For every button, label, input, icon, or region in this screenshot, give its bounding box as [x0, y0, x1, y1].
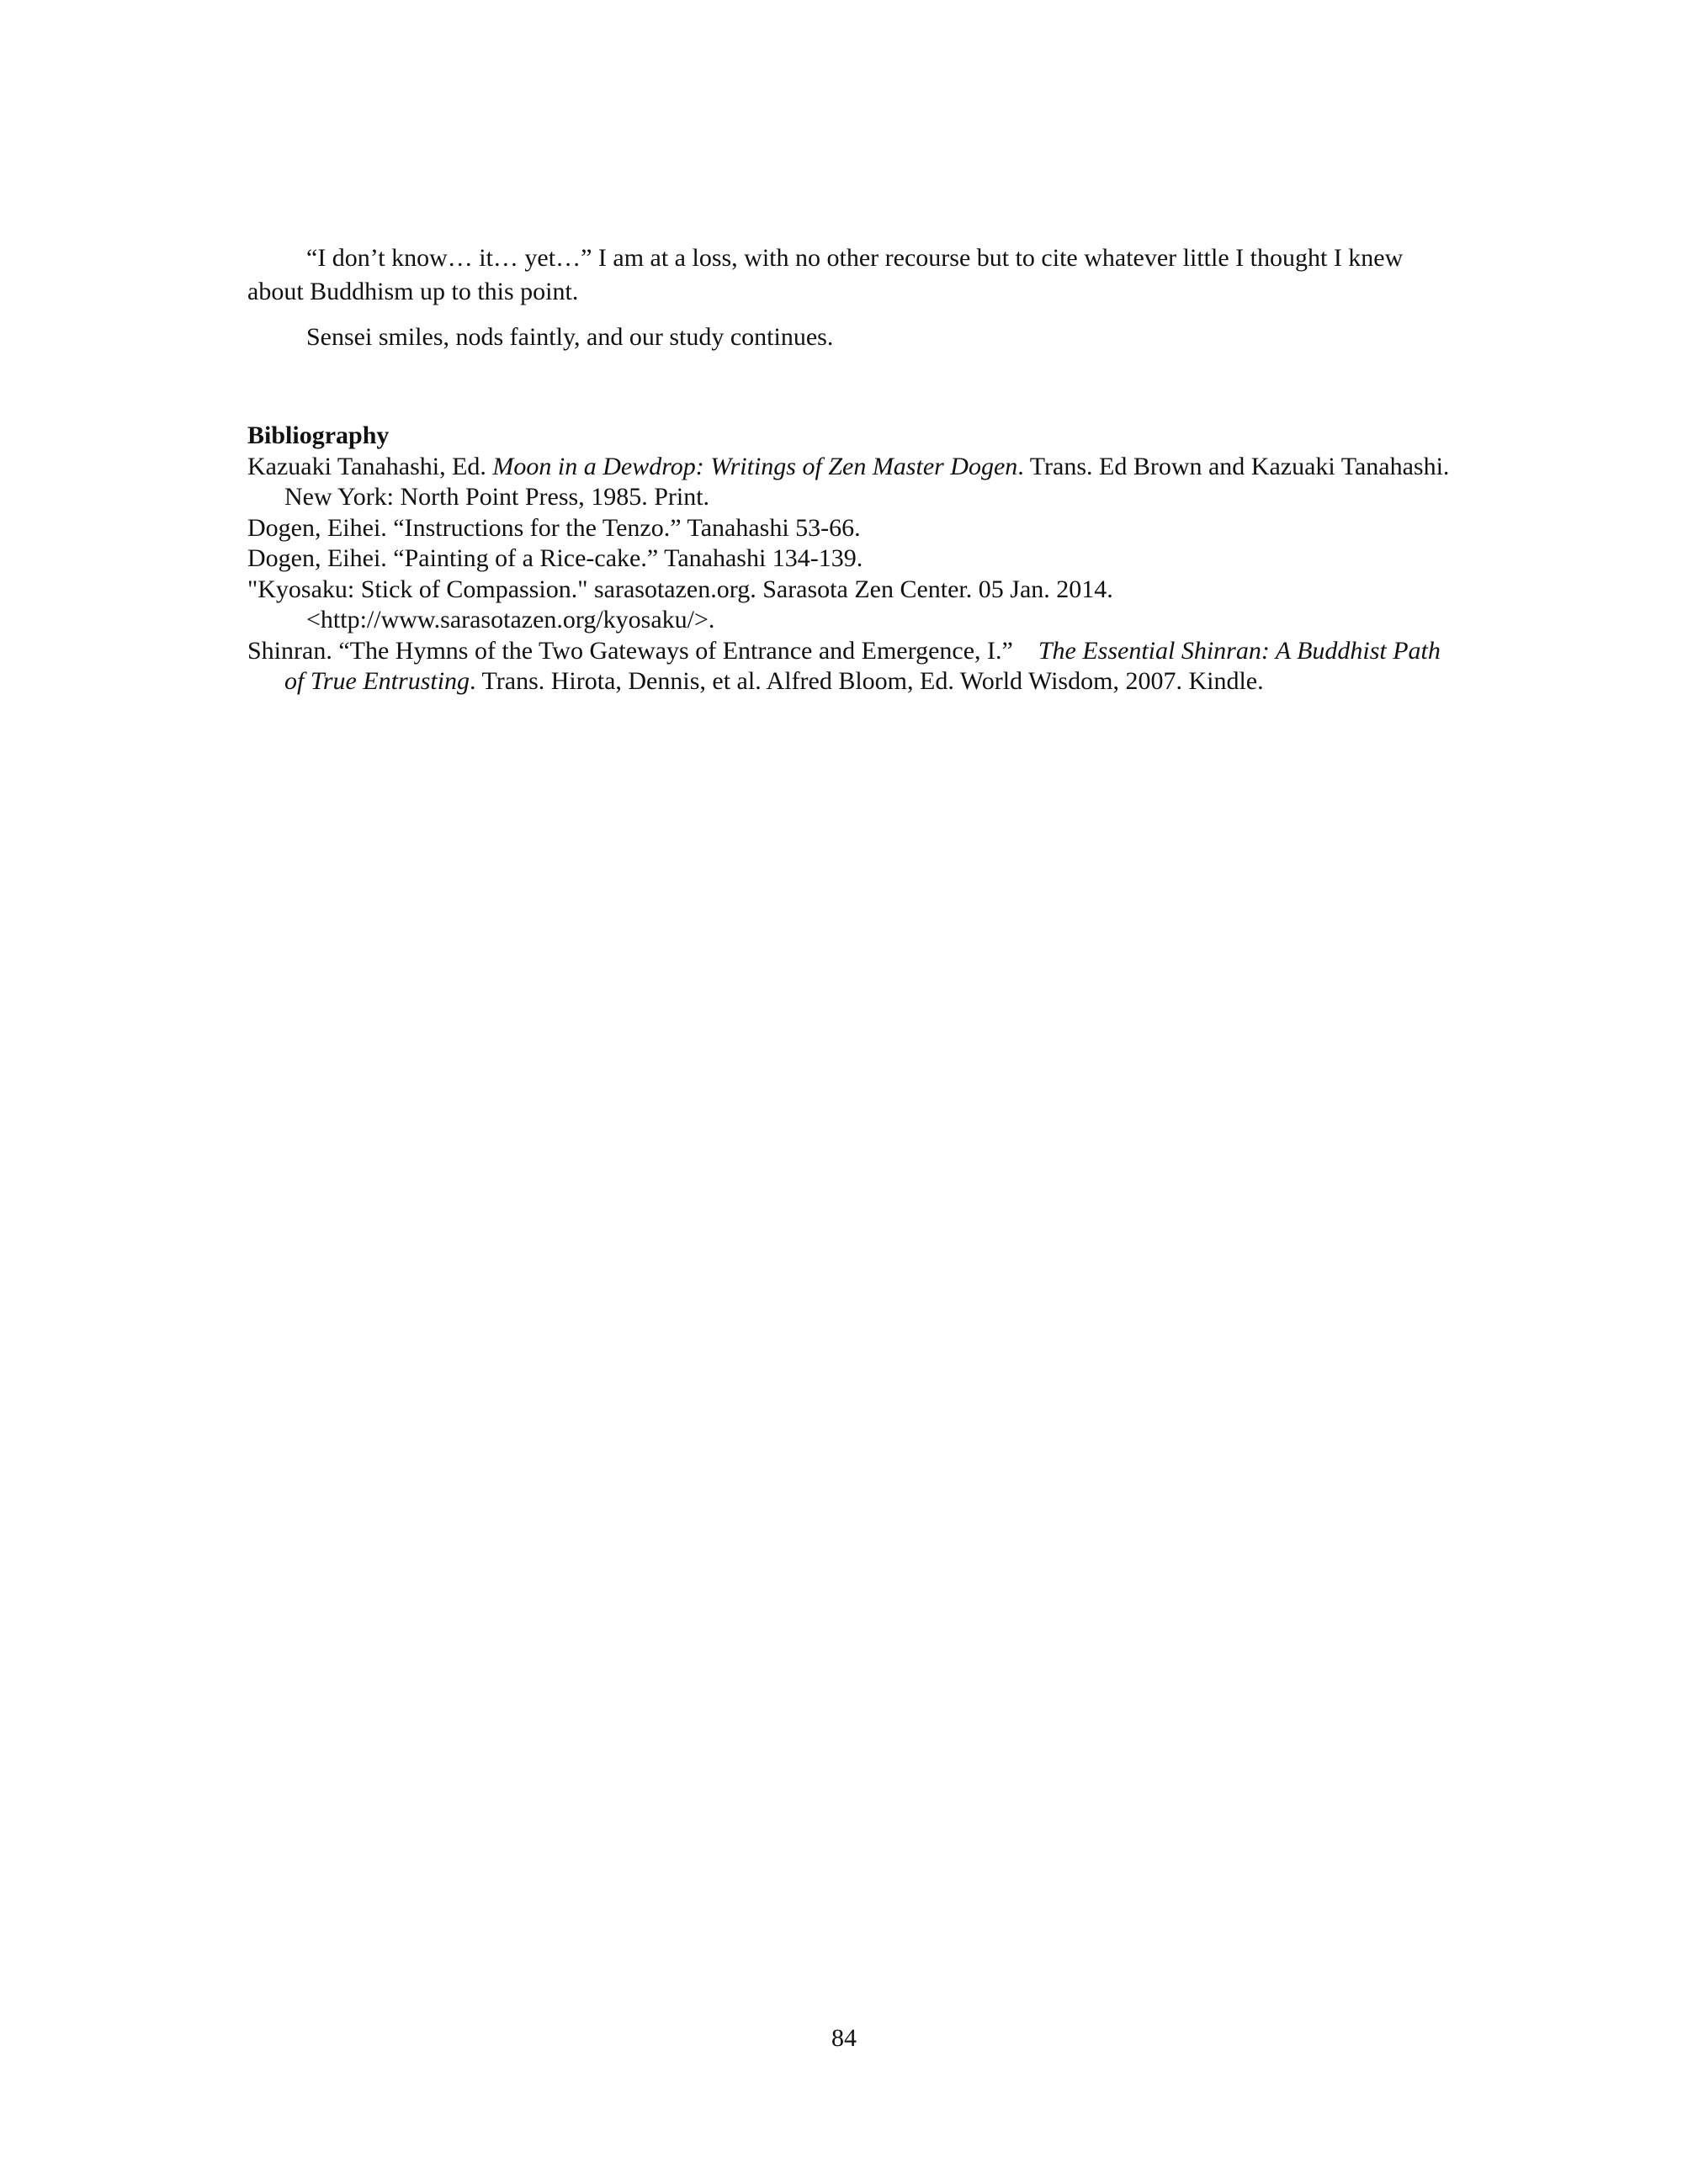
bibliography-entry-kyosaku	[247, 575, 1451, 636]
entry-text: "Kyosaku: Stick of Compassion." sarasotazen.org. Sarasota Zen Center. 05 Jan. 2014. <http://www.sarasotazen.org/kyosaku/>.	[247, 575, 1113, 633]
bibliography-entry-tanahashi	[247, 452, 1451, 513]
entry-text: Dogen, Eihei. “Painting of a Rice-cake.” Tanahashi 134-139.	[247, 544, 863, 572]
bibliography-heading: Bibliography	[247, 421, 390, 449]
entry-author: Shinran. “The Hymns of the Two Gateways of Entrance and Emergence, I.”	[247, 636, 1013, 665]
body-text	[247, 241, 1451, 366]
entry-publication: . Trans. Hirota, Dennis, et al. Alfred Bloom, Ed. World Wisdom, 2007. Kindle.	[470, 667, 1264, 695]
bibliography-entry-rice-cake	[247, 543, 1451, 575]
page-number: 84	[831, 2024, 857, 2052]
entry-publication: . Trans. Ed Brown and Kazuaki Tanahashi. New York: North Point Press, 1985. Print.	[284, 452, 1450, 511]
entry-title: Moon in a Dewdrop: Writings of Zen Master Dogen	[492, 452, 1018, 480]
paragraph-dont-know: “I don’t know… it… yet…” I am at a loss, with no other recourse but to cite whatever little I thought I knew about Buddhism up to this point.	[247, 244, 1404, 305]
paragraph-sensei-smiles: Sensei smiles, nods faintly, and our study continues.	[306, 323, 834, 351]
entry-text: Dogen, Eihei. “Instructions for the Tenzo.” Tanahashi 53-66.	[247, 513, 861, 542]
entry-author: Kazuaki Tanahashi, Ed.	[247, 452, 493, 480]
entry-title: The Essential Shinran: A Buddhist Path of True Entrusting	[284, 636, 1441, 695]
bibliography-entry-tenzo	[247, 513, 1451, 544]
bibliography-entry-shinran	[247, 636, 1451, 697]
bibliography-section	[247, 421, 1451, 697]
